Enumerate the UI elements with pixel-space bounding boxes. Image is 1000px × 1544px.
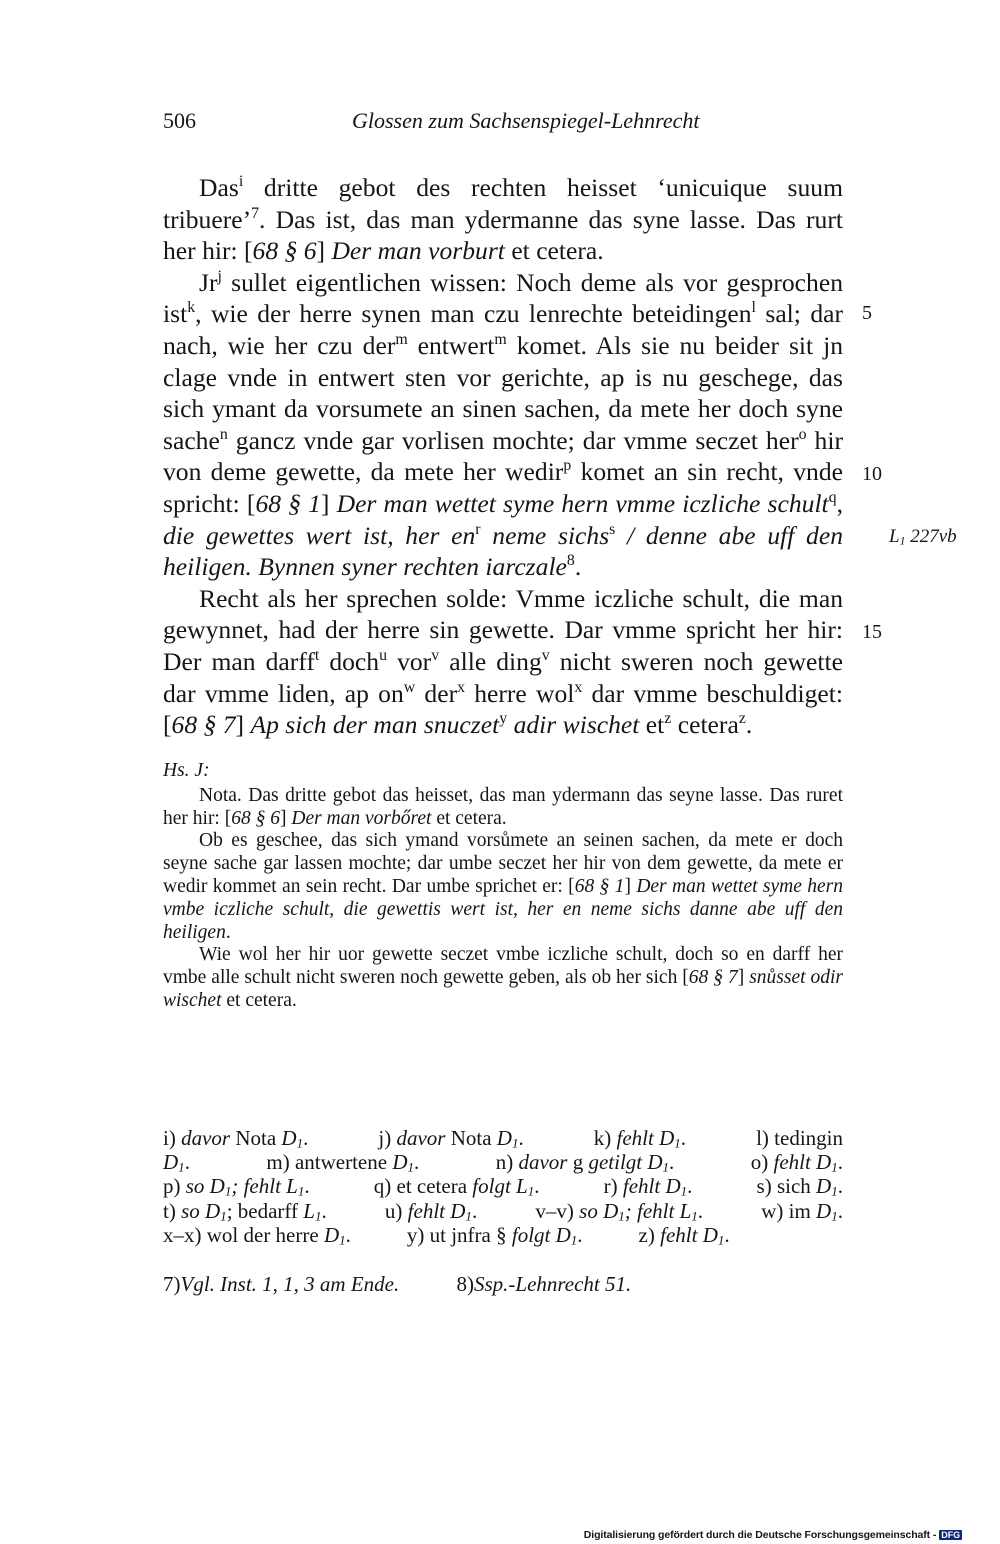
text: . (837, 1198, 843, 1223)
subscript: 1 (899, 534, 906, 548)
text: Nota. Das dritte gebot das heisset, das man ydermann das seyne lasse. Das ruret her hir: [ (163, 784, 843, 829)
quotation: Der man vorburt (331, 236, 505, 266)
text: komet. Als sie nu beider sit jn clage vnde in entwert sten vor gerichte, ap is nu geschege, das sich ymant da vorsumete an sinen sachen, da mete her doch syne sache (163, 330, 843, 455)
text: gancz vnde gar vorlisen mochte; dar vmme seczet her (227, 425, 799, 455)
apparatus-note-x (163, 1223, 351, 1247)
text: m) antwertene (266, 1150, 393, 1175)
note-marker: t (314, 647, 320, 665)
text: et cetera. (504, 236, 604, 266)
text: . (745, 710, 753, 740)
text: ] (235, 710, 251, 740)
citation: 68 § 6 (252, 236, 317, 266)
apparatus-note-l-cont (163, 1150, 190, 1174)
footnotes (163, 1272, 843, 1297)
text: so D (181, 1198, 221, 1223)
text: 8) (456, 1272, 474, 1296)
text: v–v) (535, 1198, 580, 1223)
line-number-10: 10 (862, 463, 882, 485)
apparatus-row (163, 1199, 843, 1223)
text: entwert (407, 330, 495, 360)
apparatus-note-s (757, 1174, 843, 1198)
text: L (303, 1198, 315, 1223)
text: folgt L (472, 1174, 528, 1199)
text: 227vb (905, 526, 957, 547)
note-marker: n (219, 425, 228, 443)
text: t) (163, 1198, 182, 1223)
text: Recht als her sprechen solde: Vmme iczliche schult, die man gewynnet, had der herre sin gewette. Dar vmme spricht her hir: Der man darff (163, 583, 843, 676)
text: Ssp.-Lehnrecht 51. (473, 1272, 632, 1296)
apparatus-note-q (374, 1174, 540, 1198)
text: i) (163, 1126, 182, 1150)
text: folgt D (511, 1222, 571, 1247)
paragraph-3 (163, 583, 843, 741)
quotation: / denne abe uff den heiligen. Bynnen syner rechten iarczale (163, 520, 844, 582)
text: , (836, 488, 844, 518)
apparatus-note-j (378, 1126, 523, 1150)
subscript: 1 (527, 1184, 535, 1199)
text: . (321, 1198, 327, 1223)
note-marker: v (541, 647, 550, 665)
citation: 68 § 1 (255, 488, 321, 518)
text: . (724, 1222, 730, 1247)
dfg-logo-icon: DFG (941, 1530, 960, 1540)
text: ] (320, 488, 337, 518)
apparatus-note-p (163, 1174, 310, 1198)
text: getilgt D (588, 1150, 663, 1175)
subscript: 1 (465, 1208, 472, 1224)
footnote-7 (163, 1272, 399, 1297)
quotation: Der man wettet syme hern vmbe iczliche schult, die gewettis wert ist, her en neme sichs danne abe uff den heiligen (163, 875, 844, 943)
manuscript-folio-note (889, 526, 957, 548)
note-marker: l (751, 299, 756, 317)
text: . (225, 921, 231, 943)
note-marker: m (494, 331, 507, 349)
critical-apparatus (163, 1126, 843, 1247)
citation: 68 § 7 (171, 710, 236, 740)
subscript: 1 (674, 1135, 681, 1151)
quotation: die gewettes wert ist, her en (163, 520, 476, 550)
line-number-5: 5 (862, 302, 872, 324)
apparatus-note-o (751, 1150, 843, 1174)
text: Nota (445, 1126, 497, 1150)
text: fehlt D (622, 1174, 681, 1199)
subscript: 1 (831, 1208, 838, 1224)
text: et cetera. (431, 807, 507, 829)
apparatus-note-r (604, 1174, 693, 1198)
subscript: 1 (691, 1208, 698, 1224)
text: D (816, 1174, 832, 1199)
note-marker: s (609, 520, 616, 538)
apparatus-note-l: l) tedingin (756, 1126, 843, 1150)
text: fehlt D (660, 1222, 718, 1247)
text: . (518, 1126, 524, 1150)
note-marker: j (217, 267, 222, 285)
text: cetera (671, 710, 739, 740)
text: D (816, 1198, 832, 1223)
note-marker: x (574, 678, 583, 696)
apparatus-note-v (535, 1199, 703, 1223)
text: , wie der herre synen man czu lenrechte beteidingen (195, 299, 752, 329)
note-marker: u (379, 647, 388, 665)
text: . (837, 1174, 843, 1199)
text: dritte gebot des rechten heisset ‘unicuique suum tribuere’ (163, 173, 843, 234)
subscript: 1 (831, 1159, 838, 1175)
subscript: 1 (224, 1184, 232, 1199)
text: k) (593, 1126, 617, 1150)
text: p) (163, 1174, 186, 1199)
text: . (303, 1126, 309, 1150)
subscript: 1 (220, 1208, 227, 1224)
note-marker: m (395, 331, 408, 349)
note-marker: p (563, 457, 572, 475)
apparatus-note-k (594, 1126, 686, 1150)
page-number: 506 (163, 108, 196, 133)
manuscript-j-variant (163, 760, 843, 1013)
text: . (680, 1126, 687, 1150)
quotation: Der man wettet syme hern vmme iczliche schult (336, 488, 829, 518)
subscript: 1 (831, 1184, 838, 1199)
text: . (184, 1150, 190, 1175)
citation: 68 § 1 (574, 875, 625, 897)
note-marker: z (738, 710, 746, 728)
note-marker: k (187, 299, 196, 317)
apparatus-note-y (407, 1223, 583, 1247)
text: davor (181, 1126, 231, 1150)
subscript: 1 (570, 1232, 578, 1248)
text: D (392, 1150, 408, 1175)
text: y) ut jnfra § (406, 1222, 512, 1247)
apparatus-note-i (163, 1126, 308, 1150)
text: g (567, 1150, 589, 1175)
main-text (163, 172, 843, 741)
text: D (163, 1150, 179, 1175)
text: . (697, 1198, 704, 1223)
text: s) sich (756, 1174, 817, 1199)
subscript: 1 (297, 1184, 305, 1199)
text: davor (518, 1150, 568, 1175)
text: ; fehlt L (231, 1174, 298, 1199)
text: et (639, 710, 665, 740)
subscript: 1 (511, 1135, 519, 1151)
text: . (345, 1222, 351, 1247)
line-number-15: 15 (862, 621, 882, 643)
apparatus-row (163, 1174, 843, 1198)
text: . (414, 1150, 420, 1175)
text: dar vmme beschuldiget: [ (163, 678, 844, 740)
text: D (281, 1126, 297, 1150)
text: . (574, 552, 582, 582)
text: . (577, 1222, 583, 1247)
subscript: 1 (680, 1184, 688, 1199)
quotation: Der man vorbőret (291, 807, 432, 829)
running-title: Glossen zum Sachsenspiegel-Lehnrecht (352, 108, 700, 133)
text: herre wol (465, 678, 575, 708)
text: so D (579, 1198, 619, 1223)
hs-paragraph-3 (163, 944, 843, 1012)
subscript: 1 (717, 1232, 725, 1248)
text: o) (750, 1150, 774, 1175)
text: et cetera. (221, 989, 297, 1011)
text: Jr (199, 267, 218, 297)
subscript: 1 (662, 1159, 670, 1175)
text: D (323, 1222, 340, 1247)
text: z) (638, 1222, 661, 1247)
quotation: neme sichs (480, 520, 610, 550)
text: r) (603, 1174, 623, 1199)
text: L (889, 526, 900, 547)
text: ] (737, 967, 750, 989)
subscript: 1 (618, 1208, 625, 1224)
subscript: 1 (296, 1135, 304, 1151)
note-marker: r (475, 520, 481, 538)
text: . (837, 1150, 843, 1175)
paragraph-1 (163, 172, 843, 267)
apparatus-note-t (163, 1199, 327, 1223)
text: ] (316, 236, 332, 266)
citation: 68 § 7 (688, 967, 738, 989)
text: . (471, 1198, 478, 1223)
text: fehlt D (407, 1198, 466, 1223)
text: ; bedarff (226, 1198, 304, 1223)
citation: 68 § 6 (231, 807, 280, 829)
text: Vgl. Inst. 1, 1, 3 am Ende. (180, 1272, 400, 1296)
text: D (496, 1126, 512, 1150)
apparatus-note-w (761, 1199, 843, 1223)
subscript: 1 (314, 1208, 322, 1224)
apparatus-note-m (266, 1150, 419, 1174)
subscript: 1 (339, 1232, 346, 1248)
text: Nota (230, 1126, 282, 1150)
text: sullet eigentlichen wissen: Noch deme als vor gesprochen ist (163, 267, 843, 329)
text: komet an sin recht, vnde spricht: [ (163, 457, 843, 518)
text: alle ding (439, 646, 542, 676)
text: u) (384, 1198, 408, 1223)
quotation: snůsset odir wischet (163, 967, 843, 1011)
quotation: adir wischet (507, 710, 640, 740)
apparatus-note-u (385, 1199, 477, 1223)
note-marker: i (238, 173, 244, 191)
text: hir von deme gewette, da mete her wedir (163, 425, 843, 487)
note-marker: o (798, 425, 807, 443)
subscript: 1 (178, 1159, 185, 1175)
text: . (304, 1174, 310, 1199)
funding-footer (584, 1529, 962, 1541)
text: Ob es geschee, das sich ymand vorsůmete an seinen sachen, da mete er doch seyne sache gar lassen mochte; dar umbe seczet her hir von dem gewette, da mete er wedir kommet an sein recht. Dar umbe sprichet er: [ (163, 830, 843, 897)
text: n) (495, 1150, 519, 1175)
text: q) et cetera (373, 1174, 473, 1199)
text: so D (185, 1174, 225, 1199)
text: . (687, 1174, 693, 1199)
text: . (534, 1174, 540, 1199)
quotation: Ap sich der man snuczet (250, 710, 500, 740)
apparatus-row (163, 1126, 843, 1150)
text: ] (624, 875, 637, 897)
subscript: 1 (407, 1159, 415, 1175)
note-marker: z (664, 710, 672, 728)
text: doch (319, 646, 380, 676)
text: w) im (761, 1198, 817, 1223)
hs-paragraph-1 (163, 785, 843, 831)
apparatus-note-n (496, 1150, 675, 1174)
footnote-marker: 7 (251, 204, 260, 222)
apparatus-note-z (639, 1223, 730, 1247)
text: Wie wol her hir uor gewette seczet vmbe iczliche schult, doch so en darff her vmbe alle schult nicht sweren noch gewette geben, als ob her sich [ (163, 944, 843, 989)
text: 7) (163, 1272, 181, 1296)
text: j) (378, 1126, 397, 1150)
section-label: Hs. J: (163, 760, 210, 781)
text: ] (279, 807, 292, 829)
text: . (669, 1150, 675, 1175)
text: sal; dar nach, wie her czu der (163, 299, 843, 360)
text: x–x) wol der herre (163, 1222, 324, 1247)
text: fehlt D (773, 1150, 832, 1175)
note-marker: y (499, 710, 508, 728)
note-marker: w (403, 678, 416, 696)
text: . Das ist, das man ydermanne das syne lasse. Das rurt her hir: [ (163, 204, 843, 266)
footnote-marker: 8 (566, 552, 575, 570)
text: davor (396, 1126, 446, 1150)
text: ; fehlt L (624, 1198, 692, 1223)
funding-text: Digitalisierung gefördert durch die Deutsche Forschungsgemeinschaft - (583, 1529, 937, 1541)
apparatus-row (163, 1223, 843, 1247)
text: nicht sweren noch gewette dar vmme liden, ap on (163, 646, 843, 708)
note-marker: x (457, 678, 466, 696)
note-marker: q (828, 489, 837, 507)
text: fehlt D (616, 1126, 675, 1150)
note-marker: v (431, 647, 440, 665)
footnote-8 (456, 1272, 631, 1297)
paragraph-2 (163, 267, 843, 583)
text: vor (387, 646, 432, 676)
text: Das (199, 173, 239, 202)
hs-paragraph-2 (163, 830, 843, 944)
apparatus-row (163, 1150, 843, 1174)
text: der (415, 678, 458, 708)
